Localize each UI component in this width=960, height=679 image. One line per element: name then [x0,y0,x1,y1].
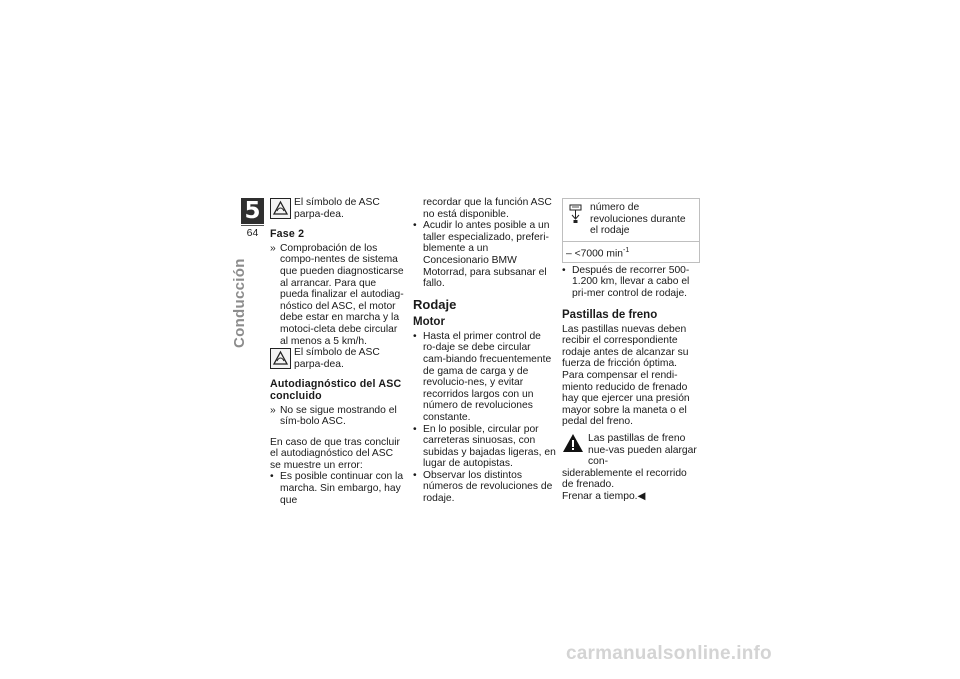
column-1 [270,197,406,506]
error-paragraph: En caso de que tras concluir el autodiagnóstico del ASC se muestre un error: [270,436,400,471]
column-2 [413,197,556,505]
chapter-number-box: 5 [241,198,264,224]
asc-warning-icon [270,198,291,219]
column-3 [562,197,700,502]
phase2-item [270,243,406,347]
bullet-mark: • [413,469,417,481]
page-number: 64 [241,225,264,239]
tachometer-icon [566,202,586,226]
warning-text-a: Las pastillas de freno nue-vas pueden alargar con- [588,432,697,468]
section-title: Conducción [231,258,248,348]
motor-item [413,331,556,424]
motor-item-text: En lo posible, circular por carreteras sinuosas, con subidas y bajadas ligeras, en lugar de autopistas. [423,423,556,470]
asc-symbol-row-1 [270,197,406,220]
watermark: carmanualsonline.info [566,643,772,664]
brake-paragraph: Las pastillas nuevas deben recibir el correspondiente rodaje antes de alcanzar su fuerza de fricción óptima. Para compensar el rendi-miento reducido de frenado hay que ejercer una presión mayor sobre la maneta o el pedal del freno. [562,323,690,428]
concluded-item [270,405,406,428]
rpm-label: número de revoluciones durante el rodaje [590,202,686,237]
rpm-spec-box [562,198,700,263]
brake-end-text: Frenar a tiempo. [562,490,638,502]
rpm-dash: – [566,248,572,260]
end-mark-icon: ◀ [637,490,646,502]
rpm-spec-header [563,199,699,242]
continued-item [413,197,556,220]
asc-symbol-row-2 [270,347,406,370]
workshop-item-text: Acudir lo antes posible a un taller especializado, preferi-blemente a un Concesionario BMW Motorrad, para subsanar el fallo. [423,220,550,290]
error-item-text: Es posible continuar con la marcha. Sin embargo, hay que [280,471,404,506]
bullet-mark: • [270,471,274,483]
warning-triangle-icon [562,433,584,453]
rpm-value: <7000 min [574,248,623,260]
asc-warning-icon [270,348,291,369]
motor-item-text: Hasta el primer control de ro-daje se debe circular cam-biando frecuentemente de gama de carga y de revolucio-nes, y evitar recorridos largos con un número de revoluciones constante. [423,330,552,423]
rpm-spec-value-row [563,242,699,262]
concluded-heading: Autodiagnóstico del ASC concluido [270,378,402,402]
motor-item [413,470,556,505]
asc-symbol-text-2: El símbolo de ASC parpa-dea. [294,347,380,370]
error-item [270,471,406,506]
arrow-mark: » [270,242,276,254]
phase2-heading: Fase 2 [270,228,305,241]
motor-item-text: Observar los distintos números de revoluciones de rodaje. [423,469,553,505]
motor-item [413,424,556,470]
bullet-mark: • [413,220,417,232]
bullet-mark: • [562,264,566,276]
workshop-item [413,220,556,290]
motor-heading: Motor [413,315,445,328]
concluded-item-text: No se sigue mostrando el sím-bolo ASC. [280,404,397,428]
arrow-mark: » [270,404,276,416]
after-item-text: Después de recorrer 500-1.200 km, llevar a cabo el pri-mer control de rodaje. [572,264,690,299]
asc-symbol-text-1: El símbolo de ASC parpa-dea. [294,197,380,220]
after-item [562,265,700,300]
brake-end-line [562,491,700,503]
bullet-mark: • [413,423,417,435]
warning-row [562,433,700,468]
continued-text: recordar que la función ASC no está disponible. [423,197,552,220]
brake-heading: Pastillas de freno [562,308,658,321]
bullet-mark: • [413,330,417,342]
rpm-exponent: -1 [622,246,630,254]
warning-text-b: siderablemente el recorrido de frenado. [562,467,687,491]
rodaje-heading: Rodaje [413,296,457,312]
phase2-item-text: Comprobación de los compo-nentes de sistema que pueden diagnosticarse al arrancar. Para que pueda finalizar el autodiag-nóstico del ASC, el motor debe estar en marcha y la motoci-cleta debe circular al menos a 5 km/h. [280,242,404,347]
